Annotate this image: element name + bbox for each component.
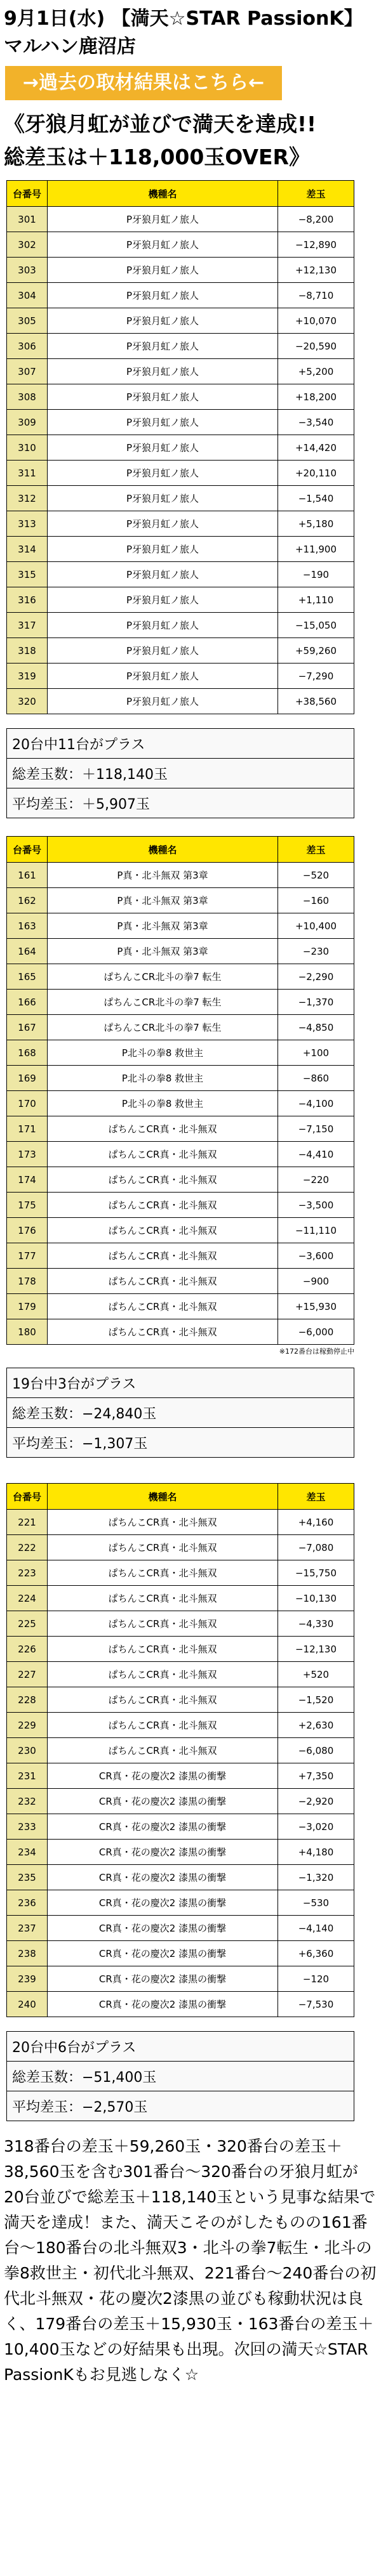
machine-number: 224 <box>7 1586 48 1611</box>
table-row <box>7 964 354 990</box>
ball-difference: +1,110 <box>278 587 354 613</box>
ball-difference: −7,530 <box>278 1992 354 2017</box>
machine-number: 163 <box>7 913 48 939</box>
ball-difference: +6,360 <box>278 1941 354 1966</box>
machine-name: ぱちんこCR北斗の拳7 転生 <box>48 1015 278 1040</box>
table-row <box>7 1814 354 1840</box>
table-row <box>7 1535 354 1560</box>
machine-name: P真・北斗無双 第3章 <box>48 939 278 964</box>
ball-difference: −3,600 <box>278 1243 354 1269</box>
ball-difference: −12,130 <box>278 1637 354 1662</box>
table-row <box>7 435 354 461</box>
machine-number: 230 <box>7 1738 48 1763</box>
machine-name: P牙狼月虹ノ旅人 <box>48 587 278 613</box>
ball-difference: −1,320 <box>278 1865 354 1890</box>
machine-number: 227 <box>7 1662 48 1687</box>
ball-difference: −1,540 <box>278 486 354 511</box>
ball-difference: −220 <box>278 1167 354 1193</box>
machine-number: 173 <box>7 1142 48 1167</box>
machine-number: 176 <box>7 1218 48 1243</box>
table-row <box>7 258 354 283</box>
machine-number: 232 <box>7 1789 48 1814</box>
ball-difference: +10,070 <box>278 308 354 334</box>
ball-difference: −1,520 <box>278 1687 354 1713</box>
headline-line-2: 総差玉は＋118,000玉OVER》 <box>4 145 310 169</box>
machine-number: 222 <box>7 1535 48 1560</box>
machine-name: CR真・花の慶次2 漆黒の衝撃 <box>48 1789 278 1814</box>
machine-number: 318 <box>7 638 48 664</box>
column-header-machine: 機種名 <box>48 1484 278 1510</box>
table-row <box>7 1890 354 1916</box>
table-row <box>7 562 354 587</box>
result-table <box>6 836 354 1345</box>
machine-name: ぱちんこCR真・北斗無双 <box>48 1218 278 1243</box>
machine-name: ぱちんこCR真・北斗無双 <box>48 1586 278 1611</box>
machine-number: 231 <box>7 1763 48 1789</box>
machine-number: 313 <box>7 511 48 537</box>
machine-number: 316 <box>7 587 48 613</box>
machine-number: 310 <box>7 435 48 461</box>
table-row <box>7 1789 354 1814</box>
ball-difference: +5,180 <box>278 511 354 537</box>
machine-name: P牙狼月虹ノ旅人 <box>48 664 278 689</box>
machine-name: P牙狼月虹ノ旅人 <box>48 689 278 714</box>
table-row <box>7 1269 354 1294</box>
table-row <box>7 990 354 1015</box>
machine-number: 162 <box>7 888 48 913</box>
ball-difference: +2,630 <box>278 1713 354 1738</box>
machine-name: P北斗の拳8 救世主 <box>48 1091 278 1116</box>
table-row <box>7 1966 354 1992</box>
table-row <box>7 888 354 913</box>
table-row <box>7 1015 354 1040</box>
ball-difference: +10,400 <box>278 913 354 939</box>
summary-table <box>6 728 354 818</box>
table-note: ※172番台は稼動停止中 <box>279 1347 354 1356</box>
machine-name: P牙狼月虹ノ旅人 <box>48 511 278 537</box>
ball-difference: −190 <box>278 562 354 587</box>
table-row <box>7 613 354 638</box>
table-row <box>7 334 354 359</box>
machine-name: ぱちんこCR北斗の拳7 転生 <box>48 990 278 1015</box>
machine-name: CR真・花の慶次2 漆黒の衝撃 <box>48 1992 278 2017</box>
ball-difference: +38,560 <box>278 689 354 714</box>
column-header-diff: 差玉 <box>278 181 354 207</box>
ball-difference: +5,200 <box>278 359 354 384</box>
machine-name: ぱちんこCR真・北斗無双 <box>48 1294 278 1319</box>
machine-name: CR真・花の慶次2 漆黒の衝撃 <box>48 1916 278 1941</box>
table-row <box>7 283 354 308</box>
ball-difference: +18,200 <box>278 384 354 410</box>
ball-difference: −4,330 <box>278 1611 354 1637</box>
ball-difference: −120 <box>278 1966 354 1992</box>
machine-number: 221 <box>7 1510 48 1535</box>
summary-line: 平均差玉：−1,307玉 <box>7 1428 354 1458</box>
table-row <box>7 232 354 258</box>
result-table <box>6 1483 354 2017</box>
ball-difference: −520 <box>278 863 354 888</box>
machine-name: CR真・花の慶次2 漆黒の衝撃 <box>48 1865 278 1890</box>
machine-name: ぱちんこCR真・北斗無双 <box>48 1142 278 1167</box>
machine-name: P牙狼月虹ノ旅人 <box>48 258 278 283</box>
table-row <box>7 1091 354 1116</box>
machine-name: P真・北斗無双 第3章 <box>48 863 278 888</box>
table-row <box>7 461 354 486</box>
result-section <box>0 1483 381 2121</box>
ball-difference: −900 <box>278 1269 354 1294</box>
result-section <box>0 836 381 1458</box>
machine-name: ぱちんこCR真・北斗無双 <box>48 1167 278 1193</box>
machine-name: CR真・花の慶次2 漆黒の衝撃 <box>48 1814 278 1840</box>
table-row <box>7 511 354 537</box>
machine-name: ぱちんこCR真・北斗無双 <box>48 1713 278 1738</box>
machine-name: ぱちんこCR北斗の拳7 転生 <box>48 964 278 990</box>
machine-number: 233 <box>7 1814 48 1840</box>
machine-name: P牙狼月虹ノ旅人 <box>48 613 278 638</box>
machine-number: 164 <box>7 939 48 964</box>
past-results-link[interactable]: →過去の取材結果はこちら← <box>5 66 282 100</box>
machine-number: 223 <box>7 1560 48 1586</box>
summary-line: 20台中6台がプラス <box>7 2032 354 2062</box>
machine-name: ぱちんこCR真・北斗無双 <box>48 1687 278 1713</box>
machine-name: P牙狼月虹ノ旅人 <box>48 562 278 587</box>
column-header-machine: 機種名 <box>48 181 278 207</box>
table-row <box>7 1586 354 1611</box>
machine-name: ぱちんこCR真・北斗無双 <box>48 1116 278 1142</box>
ball-difference: −4,850 <box>278 1015 354 1040</box>
machine-number: 306 <box>7 334 48 359</box>
machine-number: 238 <box>7 1941 48 1966</box>
machine-number: 177 <box>7 1243 48 1269</box>
table-row <box>7 308 354 334</box>
ball-difference: −11,110 <box>278 1218 354 1243</box>
machine-number: 319 <box>7 664 48 689</box>
machine-name: P牙狼月虹ノ旅人 <box>48 207 278 232</box>
ball-difference: −3,500 <box>278 1193 354 1218</box>
result-section <box>0 180 381 818</box>
ball-difference: −15,750 <box>278 1560 354 1586</box>
ball-difference: −1,370 <box>278 990 354 1015</box>
machine-name: P牙狼月虹ノ旅人 <box>48 410 278 435</box>
table-row <box>7 1066 354 1091</box>
machine-number: 302 <box>7 232 48 258</box>
summary-line: 平均差玉：−2,570玉 <box>7 2091 354 2121</box>
machine-name: CR真・花の慶次2 漆黒の衝撃 <box>48 1763 278 1789</box>
machine-name: P北斗の拳8 救世主 <box>48 1040 278 1066</box>
column-header-number: 台番号 <box>7 181 48 207</box>
machine-number: 234 <box>7 1840 48 1865</box>
summary-table <box>6 2031 354 2121</box>
machine-number: 169 <box>7 1066 48 1091</box>
machine-name: CR真・花の慶次2 漆黒の衝撃 <box>48 1840 278 1865</box>
machine-number: 305 <box>7 308 48 334</box>
machine-number: 314 <box>7 537 48 562</box>
table-row <box>7 1763 354 1789</box>
machine-number: 311 <box>7 461 48 486</box>
machine-name: ぱちんこCR真・北斗無双 <box>48 1738 278 1763</box>
table-row <box>7 863 354 888</box>
machine-name: P牙狼月虹ノ旅人 <box>48 486 278 511</box>
machine-number: 236 <box>7 1890 48 1916</box>
ball-difference: −160 <box>278 888 354 913</box>
machine-name: ぱちんこCR真・北斗無双 <box>48 1611 278 1637</box>
machine-number: 237 <box>7 1916 48 1941</box>
machine-number: 175 <box>7 1193 48 1218</box>
table-row <box>7 1840 354 1865</box>
page-title: 9月1日(水) 【満天☆STAR PassionK】 <box>4 8 363 30</box>
ball-difference: −7,080 <box>278 1535 354 1560</box>
table-row <box>7 1040 354 1066</box>
machine-number: 174 <box>7 1167 48 1193</box>
table-row <box>7 1167 354 1193</box>
ball-difference: −3,540 <box>278 410 354 435</box>
machine-name: ぱちんこCR真・北斗無双 <box>48 1662 278 1687</box>
machine-number: 168 <box>7 1040 48 1066</box>
machine-number: 166 <box>7 990 48 1015</box>
table-row <box>7 1662 354 1687</box>
ball-difference: −6,000 <box>278 1319 354 1345</box>
ball-difference: +11,900 <box>278 537 354 562</box>
table-row <box>7 384 354 410</box>
ball-difference: −7,290 <box>278 664 354 689</box>
machine-name: P牙狼月虹ノ旅人 <box>48 384 278 410</box>
machine-number: 315 <box>7 562 48 587</box>
ball-difference: −20,590 <box>278 334 354 359</box>
table-row <box>7 486 354 511</box>
machine-number: 165 <box>7 964 48 990</box>
ball-difference: +12,130 <box>278 258 354 283</box>
summary-table <box>6 1368 354 1458</box>
summary-line: 20台中11台がプラス <box>7 729 354 759</box>
result-table <box>6 180 354 714</box>
ball-difference: +7,350 <box>278 1763 354 1789</box>
ball-difference: +14,420 <box>278 435 354 461</box>
machine-name: P牙狼月虹ノ旅人 <box>48 283 278 308</box>
table-row <box>7 1865 354 1890</box>
machine-name: P真・北斗無双 第3章 <box>48 888 278 913</box>
table-row <box>7 939 354 964</box>
ball-difference: −7,150 <box>278 1116 354 1142</box>
column-header-number: 台番号 <box>7 837 48 863</box>
machine-number: 304 <box>7 283 48 308</box>
ball-difference: +4,180 <box>278 1840 354 1865</box>
column-header-diff: 差玉 <box>278 837 354 863</box>
column-header-diff: 差玉 <box>278 1484 354 1510</box>
ball-difference: −4,100 <box>278 1091 354 1116</box>
machine-name: P牙狼月虹ノ旅人 <box>48 638 278 664</box>
table-row <box>7 1738 354 1763</box>
machine-number: 301 <box>7 207 48 232</box>
machine-number: 171 <box>7 1116 48 1142</box>
table-row <box>7 207 354 232</box>
ball-difference: −860 <box>278 1066 354 1091</box>
ball-difference: +100 <box>278 1040 354 1066</box>
machine-name: ぱちんこCR真・北斗無双 <box>48 1510 278 1535</box>
machine-name: ぱちんこCR真・北斗無双 <box>48 1243 278 1269</box>
ball-difference: −530 <box>278 1890 354 1916</box>
table-row <box>7 1941 354 1966</box>
table-row <box>7 359 354 384</box>
machine-number: 303 <box>7 258 48 283</box>
summary-paragraph: 318番台の差玉＋59,260玉・320番台の差玉＋38,560玉を含む301番台〜320番台の牙狼月虹が20台並びで総差玉＋118,140玉という見事な結果で満天を達成！また、満天こそのがしたものの161番台〜180番台の北斗無双3・北斗の拳7転生・北斗の拳8救世主・初代北斗無双、221番台〜240番台の初代北斗無双・花の慶次2漆黒の並びも稼動状況は良く、179番台の差玉＋15,930玉・163番台の差玉＋10,400玉などの好結果も出現。次回の満天☆STAR PassionKもお見逃しなく☆ <box>4 2137 377 2384</box>
table-row <box>7 1510 354 1535</box>
table-row <box>7 1611 354 1637</box>
machine-name: CR真・花の慶次2 漆黒の衝撃 <box>48 1966 278 1992</box>
table-row <box>7 1916 354 1941</box>
ball-difference: −8,200 <box>278 207 354 232</box>
table-row <box>7 1243 354 1269</box>
ball-difference: −15,050 <box>278 613 354 638</box>
table-row <box>7 1637 354 1662</box>
machine-number: 307 <box>7 359 48 384</box>
table-row <box>7 1294 354 1319</box>
machine-number: 235 <box>7 1865 48 1890</box>
table-row <box>7 1687 354 1713</box>
machine-name: P牙狼月虹ノ旅人 <box>48 308 278 334</box>
machine-name: CR真・花の慶次2 漆黒の衝撃 <box>48 1941 278 1966</box>
machine-number: 309 <box>7 410 48 435</box>
machine-number: 240 <box>7 1992 48 2017</box>
table-row <box>7 1319 354 1345</box>
machine-number: 312 <box>7 486 48 511</box>
table-row <box>7 1193 354 1218</box>
column-header-number: 台番号 <box>7 1484 48 1510</box>
ball-difference: −3,020 <box>278 1814 354 1840</box>
ball-difference: −2,290 <box>278 964 354 990</box>
machine-name: ぱちんこCR真・北斗無双 <box>48 1193 278 1218</box>
machine-number: 229 <box>7 1713 48 1738</box>
machine-name: P牙狼月虹ノ旅人 <box>48 537 278 562</box>
machine-number: 170 <box>7 1091 48 1116</box>
table-row <box>7 587 354 613</box>
summary-line: 総差玉数：−24,840玉 <box>7 1398 354 1428</box>
table-row <box>7 1142 354 1167</box>
table-row <box>7 664 354 689</box>
ball-difference: +4,160 <box>278 1510 354 1535</box>
ball-difference: −4,410 <box>278 1142 354 1167</box>
table-row <box>7 1992 354 2017</box>
headline-line-1: 《牙狼月虹が並びで満天を達成!! <box>4 112 317 136</box>
machine-number: 178 <box>7 1269 48 1294</box>
machine-name: CR真・花の慶次2 漆黒の衝撃 <box>48 1890 278 1916</box>
machine-number: 167 <box>7 1015 48 1040</box>
table-row <box>7 1560 354 1586</box>
machine-name: P牙狼月虹ノ旅人 <box>48 435 278 461</box>
ball-difference: −4,140 <box>278 1916 354 1941</box>
machine-number: 320 <box>7 689 48 714</box>
machine-name: P牙狼月虹ノ旅人 <box>48 461 278 486</box>
table-row <box>7 1713 354 1738</box>
ball-difference: −2,920 <box>278 1789 354 1814</box>
machine-name: ぱちんこCR真・北斗無双 <box>48 1637 278 1662</box>
machine-number: 308 <box>7 384 48 410</box>
summary-line: 19台中3台がプラス <box>7 1368 354 1398</box>
ball-difference: −10,130 <box>278 1586 354 1611</box>
machine-name: P牙狼月虹ノ旅人 <box>48 334 278 359</box>
machine-number: 179 <box>7 1294 48 1319</box>
table-row <box>7 410 354 435</box>
summary-line: 平均差玉：＋5,907玉 <box>7 788 354 818</box>
summary-line: 総差玉数：−51,400玉 <box>7 2062 354 2091</box>
ball-difference: +15,930 <box>278 1294 354 1319</box>
machine-name: ぱちんこCR真・北斗無双 <box>48 1560 278 1586</box>
machine-number: 225 <box>7 1611 48 1637</box>
summary-line: 総差玉数：＋118,140玉 <box>7 759 354 788</box>
ball-difference: +20,110 <box>278 461 354 486</box>
machine-name: P真・北斗無双 第3章 <box>48 913 278 939</box>
ball-difference: −6,080 <box>278 1738 354 1763</box>
machine-name: ぱちんこCR真・北斗無双 <box>48 1535 278 1560</box>
ball-difference: +520 <box>278 1662 354 1687</box>
ball-difference: −230 <box>278 939 354 964</box>
ball-difference: +59,260 <box>278 638 354 664</box>
column-header-machine: 機種名 <box>48 837 278 863</box>
machine-number: 161 <box>7 863 48 888</box>
table-row <box>7 1218 354 1243</box>
ball-difference: −12,890 <box>278 232 354 258</box>
machine-name: P牙狼月虹ノ旅人 <box>48 232 278 258</box>
results-sections <box>0 180 381 2121</box>
machine-number: 317 <box>7 613 48 638</box>
machine-number: 228 <box>7 1687 48 1713</box>
machine-number: 180 <box>7 1319 48 1345</box>
machine-name: P北斗の拳8 救世主 <box>48 1066 278 1091</box>
machine-number: 239 <box>7 1966 48 1992</box>
table-row <box>7 1116 354 1142</box>
table-row <box>7 638 354 664</box>
table-row <box>7 913 354 939</box>
machine-number: 226 <box>7 1637 48 1662</box>
ball-difference: −8,710 <box>278 283 354 308</box>
table-row <box>7 537 354 562</box>
machine-name: ぱちんこCR真・北斗無双 <box>48 1269 278 1294</box>
table-row <box>7 689 354 714</box>
machine-name: ぱちんこCR真・北斗無双 <box>48 1319 278 1345</box>
store-name: マルハン鹿沼店 <box>4 36 136 58</box>
machine-name: P牙狼月虹ノ旅人 <box>48 359 278 384</box>
